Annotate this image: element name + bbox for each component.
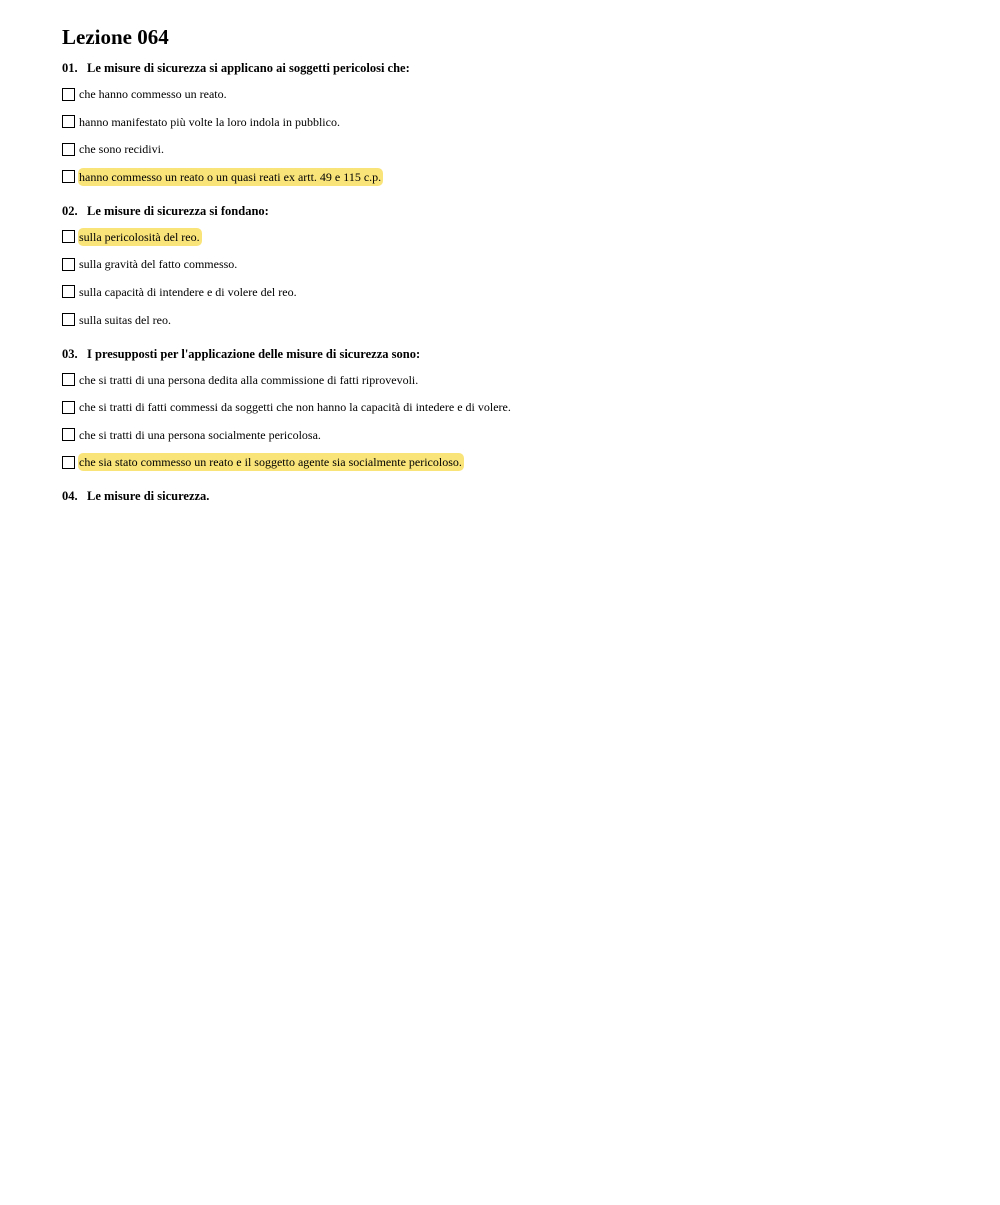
page-title: Lezione 064 [62,25,169,49]
answer-text-highlighted: che sia stato commesso un reato e il soggetto agente sia socialmente pericoloso. [79,455,462,470]
question-text: Le misure di sicurezza. [87,489,210,504]
answer-option [62,227,962,247]
answer-text: hanno manifestato più volte la loro indola in pubblico. [79,114,340,129]
question-text: Le misure di sicurezza si applicano ai soggetti pericolosi che: [87,61,410,75]
question-heading [62,203,962,219]
answer-checkbox[interactable] [62,456,75,469]
answer-option [62,84,962,104]
question-number: 04. [62,489,78,504]
answer-option [62,310,962,330]
answer-checkbox[interactable] [62,88,75,101]
question-number: 03. [62,346,78,361]
question-heading [62,346,962,362]
answer-option [62,167,962,187]
answer-text-highlighted: sulla pericolosità del reo. [79,229,200,244]
answer-option [62,282,962,302]
answer-checkbox[interactable] [62,401,75,414]
answer-text: che si tratti di fatti commessi da soggetti che non hanno la capacità di intedere e di volere. [79,400,511,415]
answer-text: che si tratti di una persona socialmente pericolosa. [79,427,321,442]
answer-text: che si tratti di una persona dedita alla commissione di fatti riprovevoli. [79,372,419,387]
question-heading [62,488,962,504]
question-04 [62,488,962,504]
answer-option [62,139,962,159]
question-02 [62,203,962,330]
answer-option [62,112,962,132]
question-number: 02. [62,203,78,218]
answer-checkbox[interactable] [62,285,75,298]
answer-checkbox[interactable] [62,143,75,156]
answer-text: sulla capacità di intendere e di volere del reo. [79,284,297,299]
question-03 [62,346,962,473]
answer-checkbox[interactable] [62,230,75,243]
answer-text: che hanno commesso un reato. [79,87,227,101]
question-text: Le misure di sicurezza si fondano: [87,203,269,218]
answer-text-highlighted: hanno commesso un reato o un quasi reati ex artt. 49 e 115 c.p. [79,169,382,184]
question-01 [62,60,962,187]
answer-text: sulla suitas del reo. [79,312,171,327]
answer-text: che sono recidivi. [79,142,164,157]
quiz-page [62,24,962,520]
answer-checkbox[interactable] [62,373,75,386]
answer-option [62,397,962,417]
question-text: I presupposti per l'applicazione delle misure di sicurezza sono: [87,346,421,361]
question-heading [62,60,962,76]
answer-checkbox[interactable] [62,115,75,128]
answer-option [62,452,962,472]
answer-checkbox[interactable] [62,313,75,326]
answer-option [62,425,962,445]
answer-checkbox[interactable] [62,428,75,441]
answer-option [62,254,962,274]
answer-checkbox[interactable] [62,170,75,183]
answer-text: sulla gravità del fatto commesso. [79,257,238,272]
answer-checkbox[interactable] [62,258,75,271]
answer-option [62,370,962,390]
question-number: 01. [62,61,78,75]
